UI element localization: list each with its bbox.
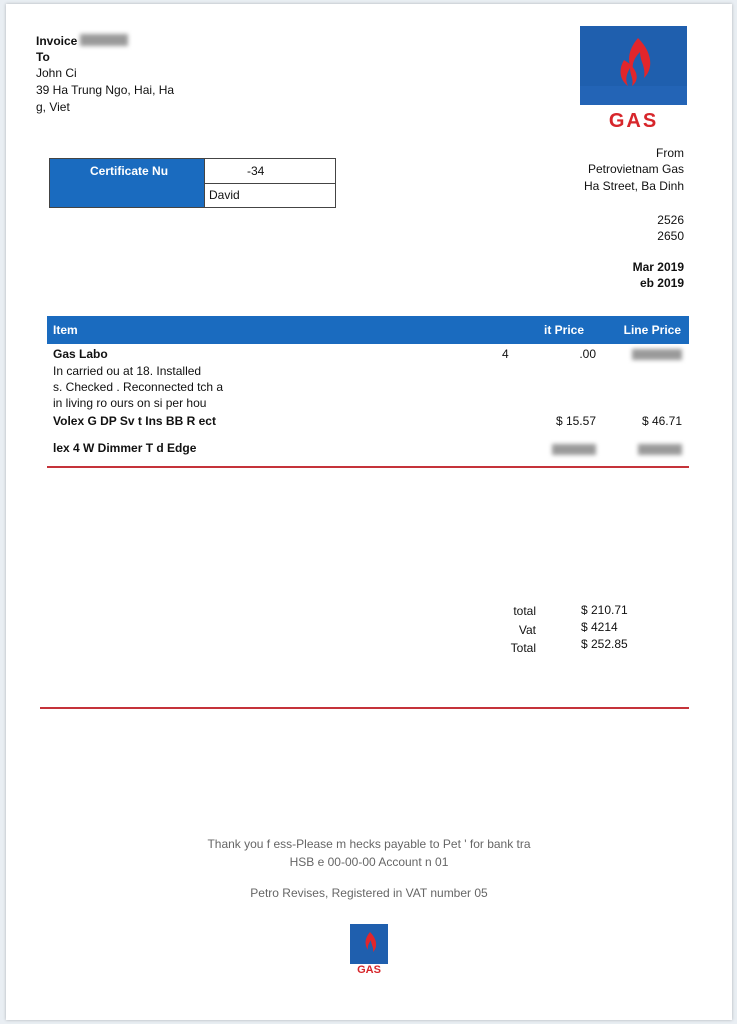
row-1-unit-price: .00 <box>579 347 596 361</box>
certificate-number-cell <box>204 159 336 184</box>
small-flame-icon <box>350 926 388 960</box>
footer-logo <box>350 924 388 980</box>
footer-logo-text: GAS <box>357 964 381 976</box>
from-label: From <box>656 146 684 160</box>
customer-address-line-2: g, Viet <box>36 100 70 114</box>
row-3-title: lex 4 W Dimmer T d Edge <box>53 441 197 455</box>
total-label: Total <box>510 641 536 655</box>
due-date: eb 2019 <box>639 276 684 290</box>
subtotal-value: $ 210.71 <box>581 603 628 617</box>
row-1-desc-2: s. Checked . Reconnected tch a <box>53 380 224 394</box>
from-fax: 2650 <box>657 229 684 243</box>
row-1-desc-3: in living ro ours on si per hou <box>53 396 207 410</box>
column-header-line-price: Line Price <box>623 323 681 337</box>
row-1-title: Gas Labo <box>53 347 108 361</box>
subtotal-label: total <box>513 604 536 618</box>
total-value: $ 252.85 <box>581 637 628 651</box>
redacted-invoice-number <box>80 34 128 46</box>
certificate-number-label: Certificate Nu <box>90 164 169 178</box>
footer-line-1: Thank you f ess-Please m hecks payable to Pet ' for bank tra <box>207 837 531 851</box>
row-1-line-price-redacted <box>632 349 682 360</box>
certificate-number-value: -34 <box>247 164 265 178</box>
row-1-qty: 4 <box>502 347 509 361</box>
column-header-unit-price: it Price <box>544 323 585 337</box>
from-company: Petrovietnam Gas <box>587 162 684 176</box>
row-3-unit-price-redacted <box>552 444 596 455</box>
footer-line-2: HSB e 00-00-00 Account n 01 <box>289 855 449 869</box>
logo-text: GAS <box>608 110 659 132</box>
from-address: Ha Street, Ba Dinh <box>583 179 684 193</box>
row-3-line-price-redacted <box>638 444 682 455</box>
table-header <box>47 316 689 344</box>
certificate-box <box>49 158 336 208</box>
certificate-name-cell <box>204 183 336 207</box>
footer-line-3: Petro Revises, Registered in VAT number 05 <box>250 886 488 900</box>
certificate-label-cell <box>50 159 204 207</box>
row-2-title: Volex G DP Sv t Ins BB R ect <box>53 414 216 428</box>
invoice-page <box>6 4 732 1020</box>
vat-value: $ 4214 <box>581 620 618 634</box>
row-2-line-price: $ 46.71 <box>641 414 682 428</box>
invoice-label: Invoice <box>36 34 78 48</box>
company-logo <box>580 26 687 134</box>
invoice-date: Mar 2019 <box>632 260 684 274</box>
to-label: To <box>36 50 50 64</box>
customer-address-line-1: 39 Ha Trung Ngo, Hai, Ha <box>36 83 175 97</box>
from-phone: 2526 <box>657 213 684 227</box>
footer-top-rule <box>40 707 689 709</box>
row-1-desc-1: In carried ou at 18. Installed <box>53 364 202 378</box>
vat-label: Vat <box>518 623 536 637</box>
column-header-item: Item <box>53 323 78 337</box>
certificate-name-value: David <box>209 188 240 202</box>
row-2-unit-price: $ 15.57 <box>555 414 596 428</box>
table-bottom-rule <box>47 466 689 468</box>
customer-name: John Ci <box>36 66 77 80</box>
